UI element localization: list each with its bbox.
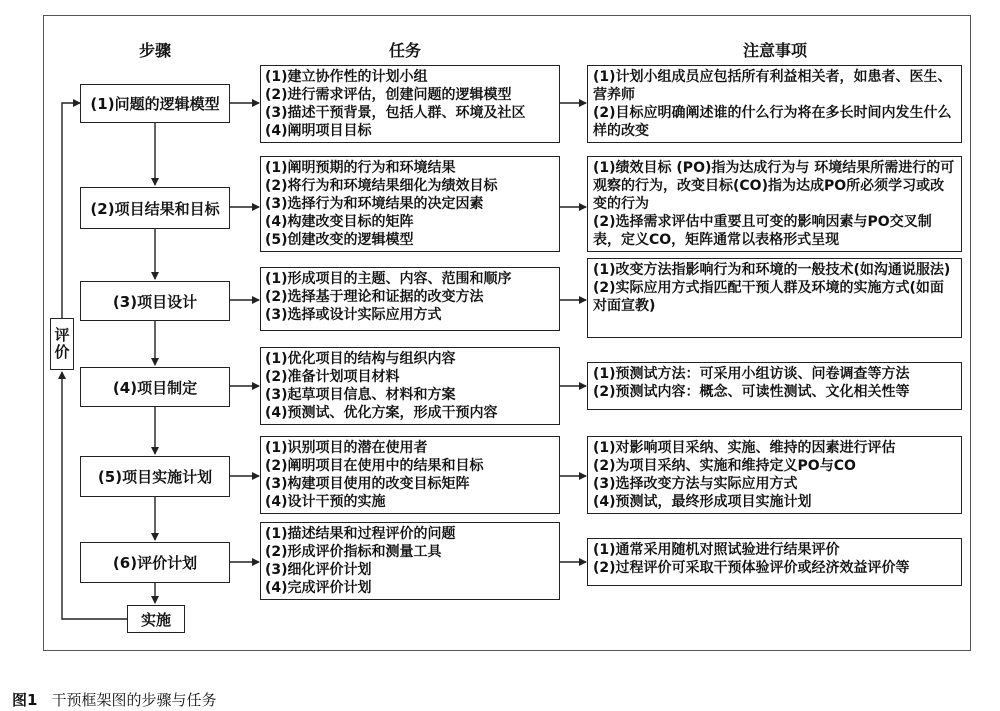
note-item: (1)计划小组成员应包括所有利益相关者，如患者、医生、营养师 [593, 69, 952, 103]
task-item: (2)将行为和环境结果细化为绩效目标 [265, 178, 498, 194]
task-item: (4)预测试、优化方案，形成干预内容 [265, 405, 498, 421]
figure-number: 图1 [12, 691, 38, 709]
task-box-6 [260, 522, 560, 600]
step-box-2: (2)项目结果和目标 [80, 187, 230, 229]
task-item: (2)选择基于理论和证据的改变方法 [265, 289, 484, 305]
step-box-5: (5)项目实施计划 [80, 456, 230, 497]
note-item: (1)对影响项目采纳、实施、维持的因素进行评估 [593, 440, 896, 456]
task-item: (5)创建改变的逻辑模型 [265, 232, 414, 248]
task-item: (2)准备计划项目材料 [265, 369, 400, 385]
task-item: (4)阐明项目目标 [265, 123, 372, 139]
note-item: (2)为项目采纳、实施和维持定义PO与CO [593, 458, 856, 474]
note-item: (1)通常采用随机对照试验进行结果评价 [593, 542, 840, 558]
step-box-3: (3)项目设计 [80, 281, 230, 321]
task-item: (1)建立协作性的计划小组 [265, 69, 428, 85]
note-item: (2)目标应明确阐述谁的什么行为将在多长时间内发生什么样的改变 [593, 105, 952, 139]
note-box-4 [587, 362, 962, 410]
task-box-5 [260, 436, 560, 514]
figure-caption-text: 干预框架图的步骤与任务 [51, 691, 217, 709]
task-box-4 [260, 347, 560, 425]
task-item: (3)选择行为和环境结果的决定因素 [265, 196, 484, 212]
task-item: (1)描述结果和过程评价的问题 [265, 526, 456, 542]
note-item: (3)选择改变方法与实际应用方式 [593, 476, 798, 492]
note-item: (4)预测试，最终形成项目实施计划 [593, 494, 812, 510]
note-item: (1)改变方法指影响行为和环境的一般技术(如沟通说服法) [593, 262, 951, 278]
note-item: (2)过程评价可采取干预体验评价或经济效益评价等 [593, 560, 910, 576]
note-item: (2)实际应用方式指匹配干预人群及环境的实施方式(如面对面宣教) [593, 280, 944, 314]
note-item: (2)选择需求评估中重要且可变的影响因素与PO交叉制表，定义CO，矩阵通常以表格形式呈现 [593, 214, 932, 248]
step-box-1: (1)问题的逻辑模型 [80, 84, 230, 123]
note-item: (1)预测试方法：可采用小组访谈、问卷调查等方法 [593, 366, 910, 382]
evaluation-box: 评价 [50, 318, 74, 370]
note-box-3 [587, 258, 962, 338]
task-item: (2)进行需求评估，创建问题的逻辑模型 [265, 87, 512, 103]
task-item: (3)构建项目使用的改变目标矩阵 [265, 476, 470, 492]
step-box-6: (6)评价计划 [80, 542, 230, 583]
task-item: (1)形成项目的主题、内容、范围和顺序 [265, 271, 512, 287]
note-item: (1)绩效目标 (PO)指为达成行为与 环境结果所需进行的可观察的行为，改变目标(CO)指为达成PO所必须学习或改变的行为 [593, 160, 955, 212]
task-item: (1)阐明预期的行为和环境结果 [265, 160, 456, 176]
task-item: (3)选择或设计实际应用方式 [265, 307, 442, 323]
feedback-line-top [62, 103, 80, 318]
note-item: (2)预测试内容：概念、可读性测试、文化相关性等 [593, 384, 910, 400]
task-box-1 [260, 65, 560, 143]
header-tasks: 任务 [388, 41, 422, 60]
note-box-2 [587, 156, 962, 252]
task-box-3 [260, 267, 560, 331]
task-item: (2)形成评价指标和测量工具 [265, 544, 442, 560]
implement-box: 实施 [127, 605, 185, 633]
note-box-6 [587, 538, 962, 586]
task-item: (3)描述干预背景，包括人群、环境及社区 [265, 105, 526, 121]
figure-caption [12, 689, 216, 710]
header-steps: 步骤 [138, 41, 172, 60]
task-item: (1)识别项目的潜在使用者 [265, 440, 428, 456]
task-item: (2)阐明项目在使用中的结果和目标 [265, 458, 484, 474]
step-box-4: (4)项目制定 [80, 367, 230, 407]
note-box-5 [587, 436, 962, 514]
task-item: (1)优化项目的结构与组织内容 [265, 351, 456, 367]
task-item: (3)细化评价计划 [265, 562, 372, 578]
task-item: (4)设计干预的实施 [265, 494, 386, 510]
task-box-2 [260, 156, 560, 252]
task-item: (4)构建改变目标的矩阵 [265, 214, 414, 230]
header-notes: 注意事项 [742, 41, 808, 60]
task-item: (3)起草项目信息、材料和方案 [265, 387, 456, 403]
note-box-1 [587, 65, 962, 143]
task-item: (4)完成评价计划 [265, 580, 372, 596]
